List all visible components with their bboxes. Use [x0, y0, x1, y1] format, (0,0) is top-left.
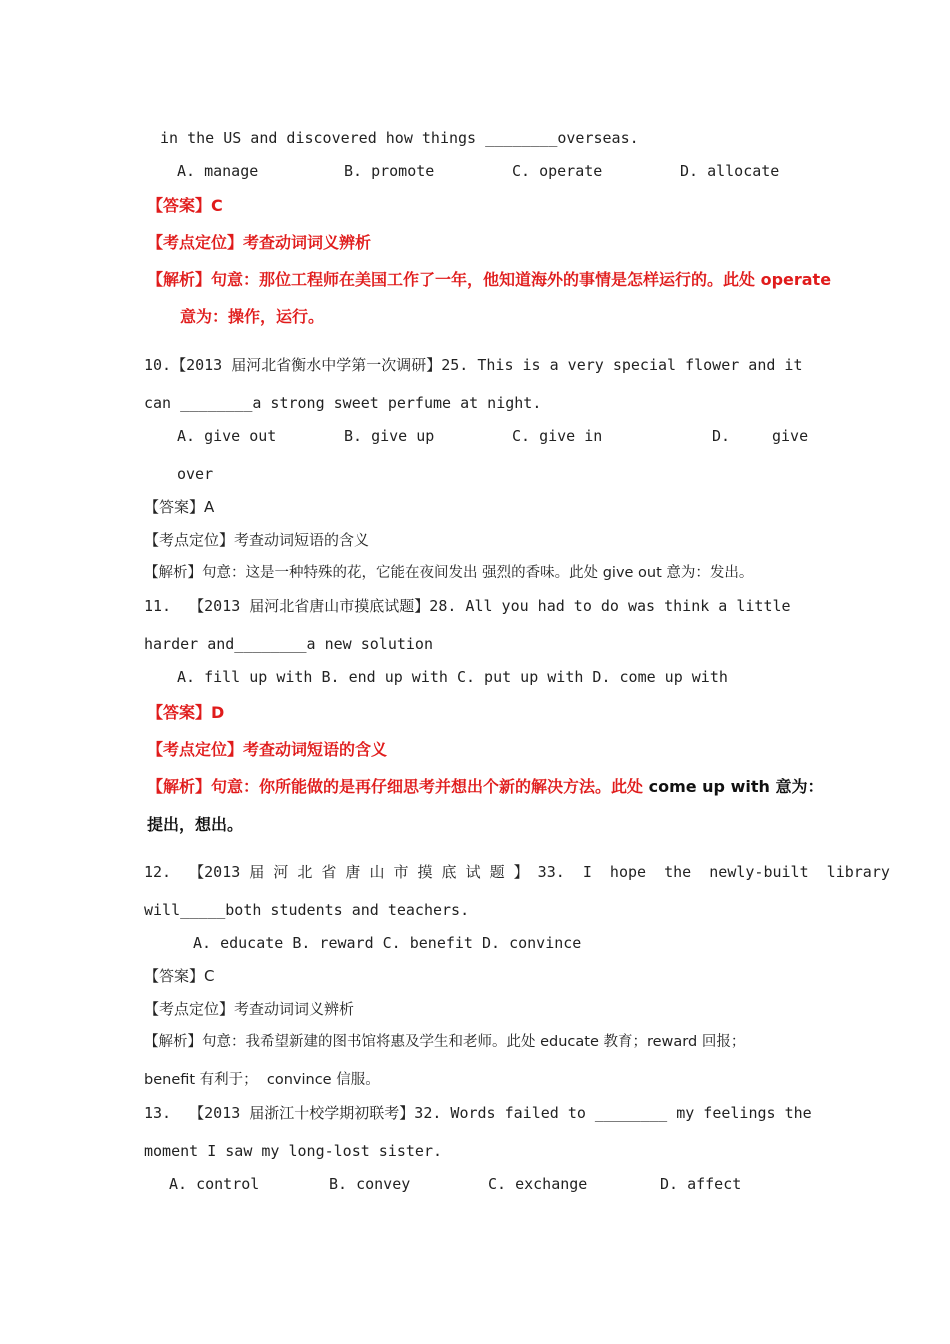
q13-option-b: B. convey: [329, 1175, 411, 1193]
q10-option-b: B. give up: [344, 427, 435, 445]
q11-answer: 【答案】D: [147, 703, 225, 722]
q10-analysis: 【解析】句意：这是一种特殊的花，它能在夜间发出 强烈的香味。此处 give out 意为：发出。: [144, 565, 754, 581]
q9-option-d: D. allocate: [680, 162, 780, 180]
q11-analysis-line2: 提出，想出。: [147, 815, 244, 834]
q9-analysis-line1: 【解析】句意：那位工程师在美国工作了一年，他知道海外的事情是怎样运行的。此处 operate: [147, 270, 832, 289]
q9-option-a: A. manage: [177, 162, 259, 180]
q11-options: A. fill up with B. end up with C. put up with D. come up with: [177, 668, 728, 686]
q9-option-b: B. promote: [344, 162, 435, 180]
q9-stem-line: in the US and discovered how things ________overseas.: [160, 129, 639, 147]
q13-option-d: D. affect: [660, 1175, 742, 1193]
q11-point: 【考点定位】考查动词短语的含义: [147, 740, 388, 759]
q11-analysis-black: come up with 意为：: [643, 777, 824, 796]
q12-point: 【考点定位】考查动词词义辨析: [144, 1000, 355, 1018]
q9-point: 【考点定位】考查动词词义辨析: [147, 233, 372, 252]
q9-answer: 【答案】C: [147, 196, 223, 215]
q10-option-d-continued: over: [177, 465, 214, 483]
q13-stem-line1: 13. 【2013 届浙江十校学期初联考】32. Words failed to ________ my feelings the: [144, 1104, 812, 1122]
q11-analysis-line1: [147, 777, 823, 797]
q10-stem-line1: 10.【2013 届河北省衡水中学第一次调研】25. This is a very special flower and it: [144, 356, 803, 374]
q13-option-a: A. control: [169, 1175, 260, 1193]
q10-stem-line2: can ________a strong sweet perfume at night.: [144, 394, 542, 412]
q10-option-d-letter: D.: [712, 427, 731, 445]
q11-stem-line1: 11. 【2013 届河北省唐山市摸底试题】28. All you had to do was think a little: [144, 597, 791, 615]
q12-analysis-line2: benefit 有利于； convince 信服。: [144, 1072, 380, 1088]
q12-analysis-line1: 【解析】句意：我希望新建的图书馆将惠及学生和老师。此处 educate 教育；reward 回报；: [144, 1034, 746, 1050]
q13-stem-line2: moment I saw my long-lost sister.: [144, 1142, 443, 1160]
q10-answer: 【答案】A: [144, 498, 215, 516]
q10-point: 【考点定位】考查动词短语的含义: [144, 531, 370, 549]
q12-stem-line2: will_____both students and teachers.: [144, 901, 470, 919]
q10-option-a: A. give out: [177, 427, 277, 445]
q13-option-c: C. exchange: [488, 1175, 588, 1193]
q11-stem-line2: harder and________a new solution: [144, 635, 433, 653]
q9-option-c: C. operate: [512, 162, 603, 180]
q10-option-d-text: give: [772, 427, 809, 445]
q12-options: A. educate B. reward C. benefit D. convince: [193, 934, 582, 952]
q12-stem-line1: 12. 【2013 届 河 北 省 唐 山 市 摸 底 试 题 】 33. I hope the newly-built library: [144, 863, 890, 881]
q10-option-c: C. give in: [512, 427, 603, 445]
q11-analysis-red: 【解析】句意：你所能做的是再仔细思考并想出个新的解决方法。此处: [147, 777, 644, 796]
q9-analysis-line2: 意为：操作，运行。: [180, 307, 325, 326]
q12-answer: 【答案】C: [144, 967, 215, 985]
